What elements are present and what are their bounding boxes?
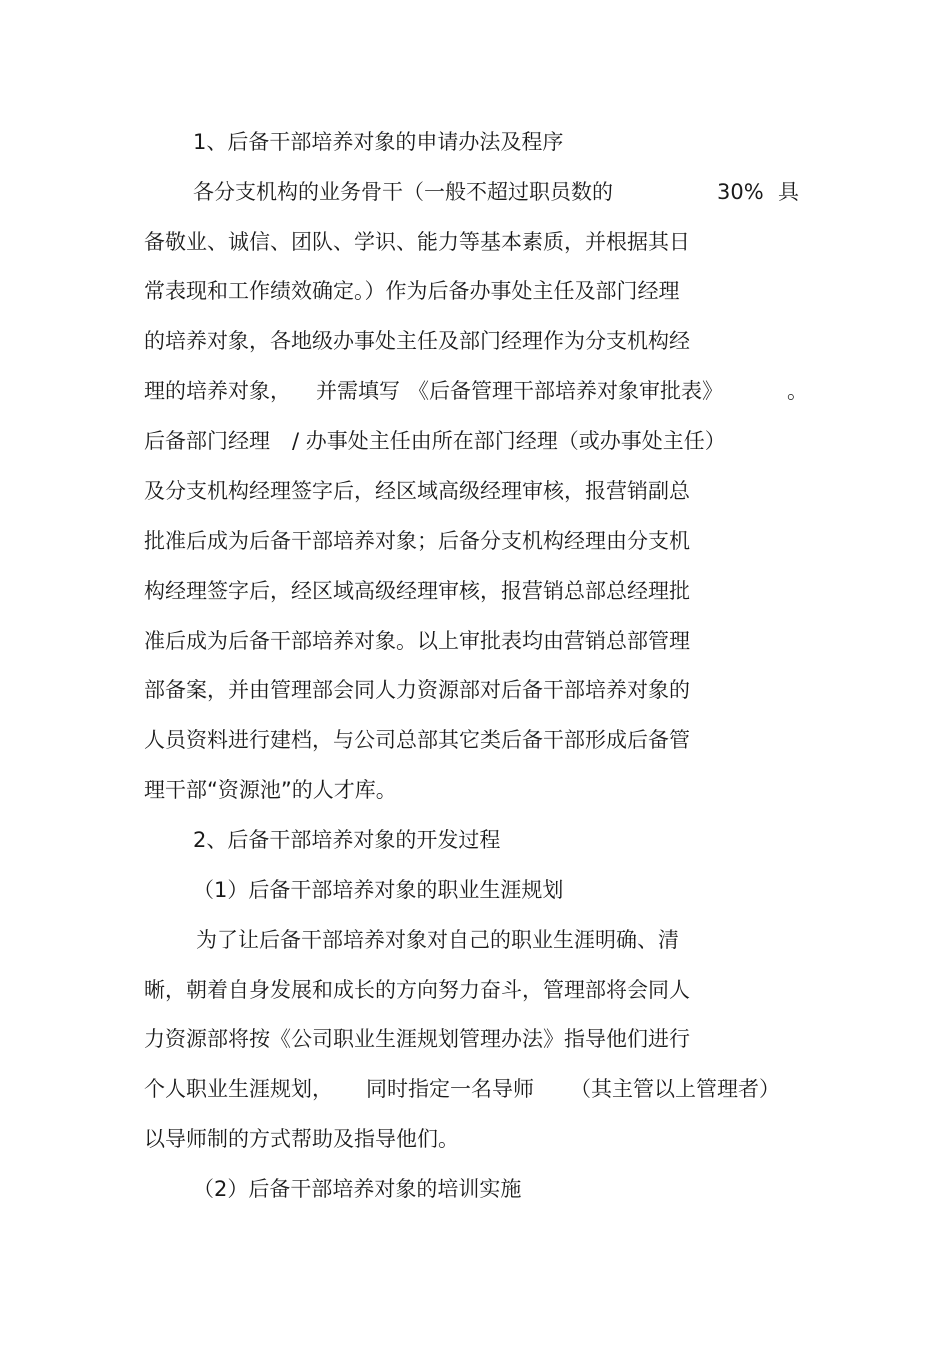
section-heading-1: 1、后备干部培养对象的申请办法及程序 (193, 130, 564, 154)
paragraph-line: 同时指定一名导师 (366, 1077, 534, 1101)
paragraph-line: 及分支机构经理签字后，经区域高级经理审核，报营销副总 (144, 479, 690, 503)
paragraph-line: 为了让后备干部培养对象对自己的职业生涯明确、清 (196, 928, 679, 952)
paragraph-line: 人员资料进行建档，与公司总部其它类后备干部形成后备管 (144, 728, 690, 752)
paragraph-line: 。 (787, 379, 808, 403)
paragraph-line: 以导师制的方式帮助及指导他们。 (144, 1127, 459, 1151)
paragraph-line: 备敬业、诚信、团队、学识、能力等基本素质，并根据其日 (144, 230, 690, 254)
paragraph-line: / 办事处主任由所在部门经理（或办事处主任） (292, 429, 726, 453)
paragraph-line: 力资源部将按《公司职业生涯规划管理办法》指导他们进行 (144, 1027, 690, 1051)
paragraph-line: 具 (778, 180, 799, 204)
paragraph-line: 各分支机构的业务骨干（一般不超过职员数的 (193, 180, 613, 204)
paragraph-line: 30% (717, 180, 764, 204)
paragraph-line: 个人职业生涯规划， (144, 1077, 333, 1101)
paragraph-line: 的培养对象，各地级办事处主任及部门经理作为分支机构经 (144, 329, 690, 353)
paragraph-line: 理的培养对象， (144, 379, 291, 403)
paragraph-line: 并需填写 (316, 379, 400, 403)
paragraph-line: （其主管以上管理者） (570, 1077, 780, 1101)
paragraph-line: 晰，朝着自身发展和成长的方向努力奋斗，管理部将会同人 (144, 978, 690, 1002)
paragraph-line: 部备案，并由管理部会同人力资源部对后备干部培养对象的 (144, 678, 690, 702)
subsection-heading-1: （1）后备干部培养对象的职业生涯规划 (193, 878, 564, 902)
paragraph-line: 构经理签字后，经区域高级经理审核，报营销总部总经理批 (144, 579, 690, 603)
section-heading-2: 2、后备干部培养对象的开发过程 (193, 828, 501, 852)
paragraph-line: 批准后成为后备干部培养对象；后备分支机构经理由分支机 (144, 529, 690, 553)
paragraph-line: 《后备管理干部培养对象审批表》 (408, 379, 723, 403)
paragraph-line: 准后成为后备干部培养对象。以上审批表均由营销总部管理 (144, 629, 690, 653)
subsection-heading-2: （2）后备干部培养对象的培训实施 (193, 1177, 522, 1201)
paragraph-line: 后备部门经理 (144, 429, 270, 453)
paragraph-line: 理干部“资源池”的人才库。 (144, 778, 397, 802)
paragraph-line: 常表现和工作绩效确定。）作为后备办事处主任及部门经理 (144, 279, 680, 303)
